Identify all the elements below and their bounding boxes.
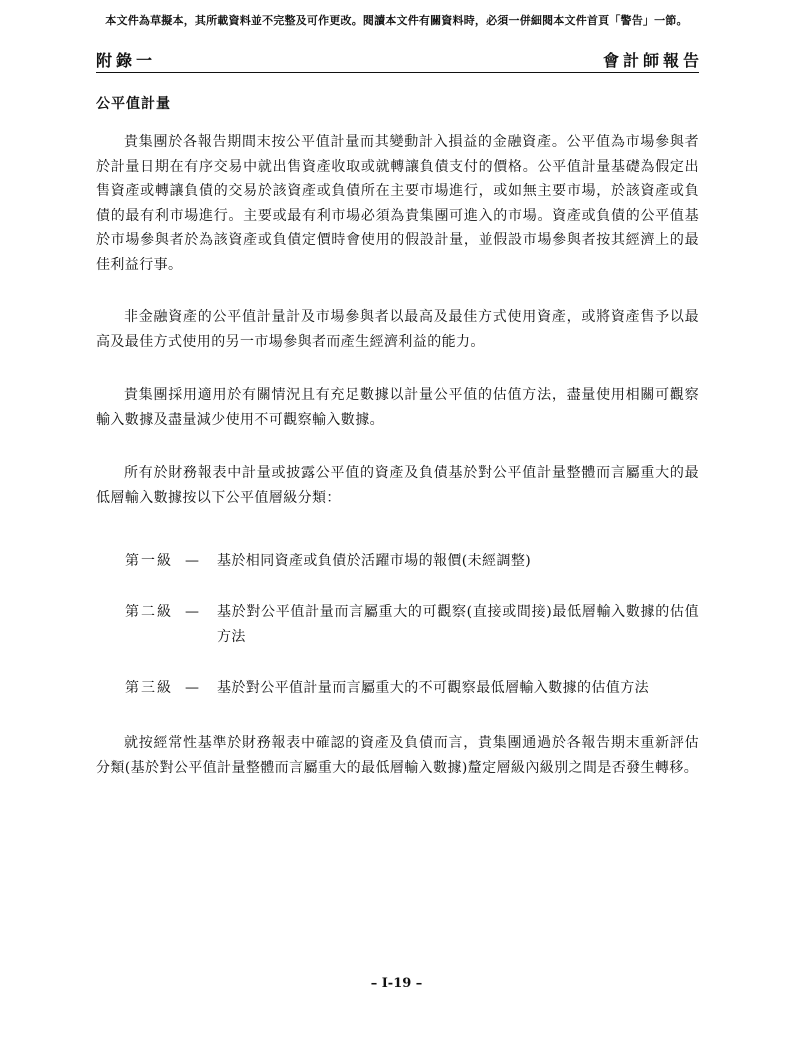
hierarchy-level-1 — [125, 549, 699, 574]
level-description: 基於對公平值計量而言屬重大的不可觀察最低層輸入數據的估值方法 — [217, 680, 649, 696]
appendix-label: 附錄一 — [96, 51, 157, 70]
level-dash: — — [185, 604, 199, 620]
paragraph-valuation-techniques: 貴集團採用適用於有關情況且有充足數據以計量公平值的估值方法，盡量使用相關可觀察輸入數據及盡量減少使用不可觀察輸入數據。 — [96, 387, 699, 428]
paragraph-hierarchy-intro: 所有於財務報表中計量或披露公平值的資產及負債基於對公平值計量整體而言屬重大的最低層輸入數據按以下公平值層級分類： — [96, 465, 699, 506]
level-dash: — — [185, 680, 199, 696]
hierarchy-level-2 — [125, 600, 699, 649]
level-description: 基於相同資產或負債於活躍市場的報價(未經調整) — [217, 553, 532, 569]
hierarchy-level-3 — [125, 676, 699, 701]
paragraph-transfers-between-levels: 就按經常性基準於財務報表中確認的資產及負債而言，貴集團通過於各報告期末重新評估分類(基於對公平值計量整體而言屬重大的最低層輸入數據)釐定層級內級別之間是否發生轉移。 — [96, 735, 699, 776]
level-dash: — — [185, 553, 199, 569]
level-label: 第三級 — [125, 680, 173, 696]
page-header — [96, 46, 703, 73]
draft-disclaimer: 本文件為草擬本，其所載資料並不完整及可作更改。閱讀本文件有關資料時，必須一併細閱本文件首頁「警告」一節。 — [105, 14, 688, 27]
section-title: 公平值計量 — [96, 96, 171, 112]
paragraph-non-financial-assets: 非金融資產的公平值計量計及市場參與者以最高及最佳方式使用資產，或將資產售予以最高及最佳方式使用的另一市場參與者而產生經濟利益的能力。 — [96, 309, 699, 350]
paragraph-fair-value-definition: 貴集團於各報告期間末按公平值計量而其變動計入損益的金融資產。公平值為市場參與者於計量日期在有序交易中就出售資產收取或就轉讓負債支付的價格。公平值計量基礎為假定出售資產或轉讓負債的交易於該資產或負債所在主要市場進行，或如無主要市場，於該資產或負債的最有利市場進行。主要或最有利市場必須為貴集團可進入的市場。資產或負債的公平值基於市場參與者於為該資產或負債定價時會使用的假設計量，並假設市場參與者按其經濟上的最佳利益行事。 — [96, 134, 699, 273]
report-title: 會計師報告 — [602, 51, 703, 70]
level-description: 基於對公平值計量而言屬重大的可觀察(直接或間接)最低層輸入數據的估值方法 — [217, 604, 699, 645]
level-label: 第二級 — [125, 604, 173, 620]
level-label: 第一級 — [125, 553, 173, 569]
page-number: – I-19 – — [370, 976, 423, 991]
